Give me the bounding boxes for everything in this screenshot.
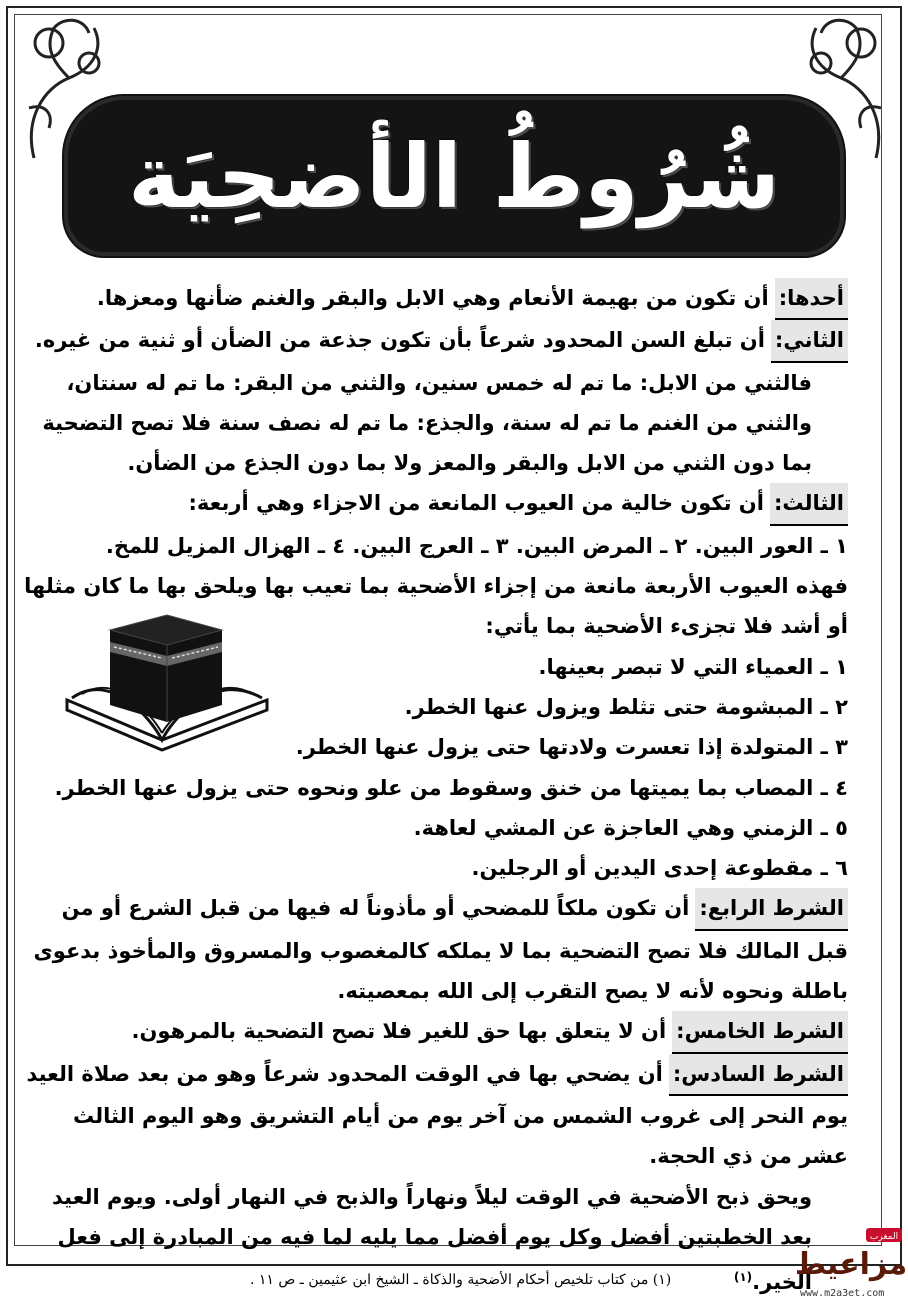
age-explanation: فالثني من الابل: ما تم له خمس سنين، والثني من البقر: ما تم له سنتان، والثني من الغنم ما تم له سنة، والجذع: ما تم له نصف سنة فلا تصح التضحية بما دون الثني من الابل والبقر والمعز ولا بما دون الجذع من الضأن. xyxy=(42,370,812,476)
logo-tag: المغرب xyxy=(869,1232,899,1242)
footnote: (١) من كتاب تلخيص أحكام الأضحية والذكاة ـ الشيخ ابن عثيمين ـ ص ١١ . xyxy=(250,1272,672,1288)
page-title: شُرُوطُ الأضحِيَة xyxy=(127,124,780,228)
condition-6-text: أن يضحي بها في الوقت المحدود شرعاً وهو من بعد صلاة العيد يوم النحر إلى غروب الشمس من آخر يوم من أيام التشريق وهو اليوم الثالث عشر من ذي الحجة. xyxy=(26,1061,848,1169)
condition-4-label: الشرط الرابع: xyxy=(695,888,848,930)
condition-3-label: الثالث: xyxy=(770,483,848,525)
condition-2-text: أن تبلغ السن المحدود شرعاً بأن تكون جذعة من الضأن أو ثنية من غيره. xyxy=(34,328,765,353)
defects-explanation: فهذه العيوب الأربعة مانعة من إجزاء الأضحية بما تعيب بها ويلحق بها ما كان مثلها أو أشد فلا تجزىء الأضحية بما يأتي: xyxy=(24,574,848,639)
list-item: ٦ ـ مقطوعة إحدى اليدين أو الرجلين. xyxy=(471,856,848,881)
condition-1-label: أحدها: xyxy=(775,278,848,320)
condition-3 xyxy=(22,483,848,525)
list-item: ٤ ـ المصاب بما يميتها من خنق وسقوط من علو ونحوه حتى يزول عنها الخطر. xyxy=(54,775,848,800)
list-item: ١ ـ العمياء التي لا تبصر بعينها. xyxy=(538,654,848,679)
condition-5 xyxy=(22,1011,848,1053)
title-banner xyxy=(64,96,844,256)
kaaba-book-illustration-icon xyxy=(62,590,272,760)
condition-5-label: الشرط الخامس: xyxy=(672,1011,848,1053)
article-body xyxy=(22,278,848,1302)
condition-2-label: الثاني: xyxy=(771,320,848,362)
condition-2 xyxy=(22,320,848,362)
condition-3-text: أن تكون خالية من العيوب المانعة من الاجزاء وهي أربعة: xyxy=(188,491,764,516)
list-item: ٥ ـ الزمني وهي العاجزة عن المشي لعاهة. xyxy=(413,815,848,840)
defects-list: ١ ـ العور البين. ٢ ـ المرض البين. ٣ ـ العرج البين. ٤ ـ الهزال المزيل للمخ. xyxy=(105,533,848,558)
site-url[interactable]: www.m2a3et.com xyxy=(800,1288,885,1299)
condition-5-text: أن لا يتعلق بها حق للغير فلا تصح التضحية بالمرهون. xyxy=(131,1019,667,1044)
condition-6 xyxy=(22,1054,848,1177)
condition-1 xyxy=(22,278,848,320)
logo-text: مزاعيط xyxy=(796,1247,906,1282)
condition-1-text: أن تكون من بهيمة الأنعام وهي الابل والبقر والغنم ضأنها ومعزها. xyxy=(96,286,769,310)
list-item: ٣ ـ المتولدة إذا تعسرت ولادتها حتى يزول عنها الخطر. xyxy=(295,735,848,760)
condition-6-label: الشرط السادس: xyxy=(669,1054,848,1096)
footnote-marker: (١) xyxy=(733,1270,753,1285)
condition-4-text: أن تكون ملكاً للمضحي أو مأذوناً له فيها من قبل الشرع أو من قبل المالك فلا تصح التضحية بما لا يملكه كالمغصوب والمسروق والمأخوذ بدعوى باطلة ونحوه لأنه لا يصح التقرب إلى الله بمعصيته. xyxy=(33,896,848,1004)
slaughter-time-text: ويحق ذبح الأضحية في الوقت ليلاً ونهاراً والذبح في النهار أولى. ويوم العيد بعد الخطبتين أفضل وكل يوم أفضل مما يليه لما فيه من المبادرة إلى فعل الخير. xyxy=(52,1184,812,1295)
list-item: ٢ ـ المبشومة حتى تثلط ويزول عنها الخطر. xyxy=(404,694,848,719)
condition-4 xyxy=(22,888,848,1011)
